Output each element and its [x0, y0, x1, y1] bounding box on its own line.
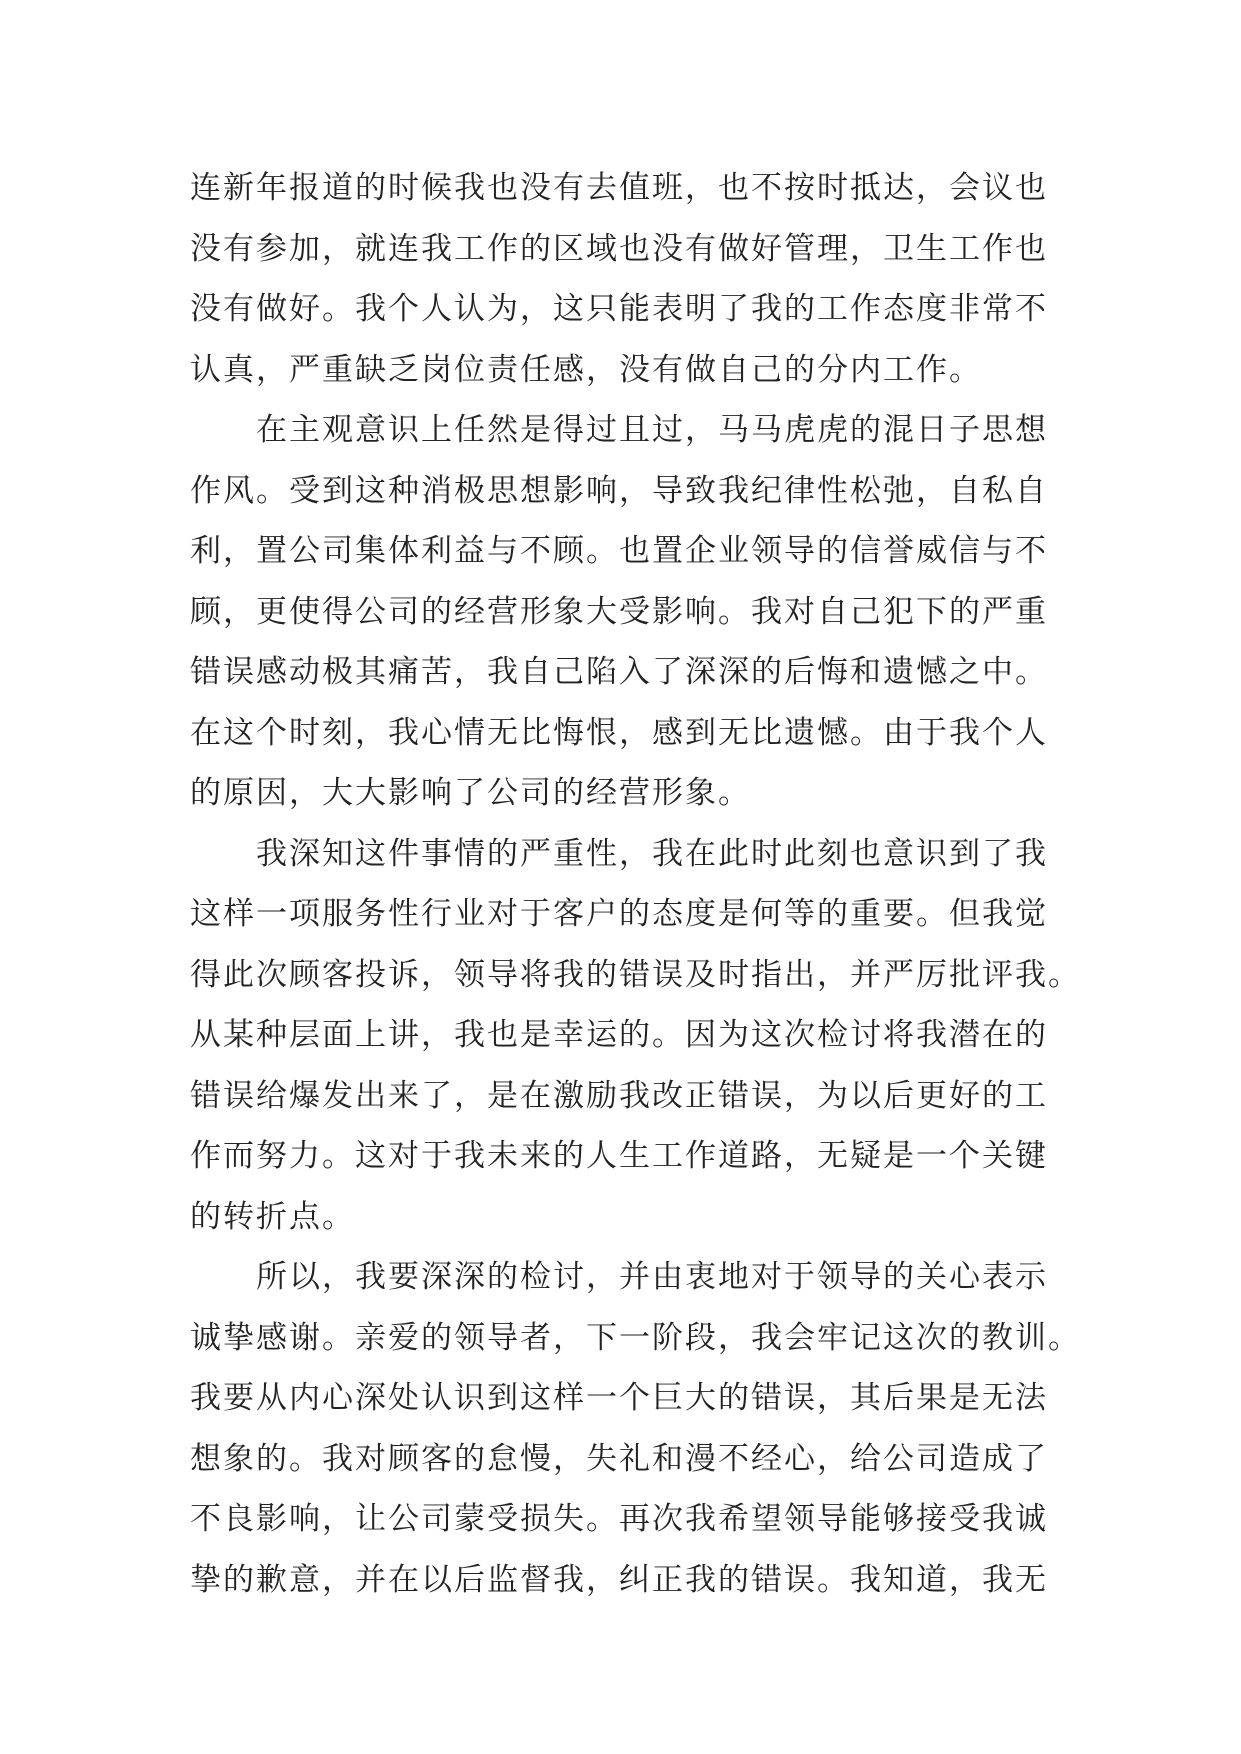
text-line: 这样一项服务性行业对于客户的态度是何等的重要。但我觉 [190, 896, 1048, 932]
text-line: 顾，更使得公司的经营形象大受影响。我对自己犯下的严重 [190, 593, 1048, 630]
text-line: 挚的歉意，并在以后监督我，纠正我的错误。我知道，我无 [190, 1561, 1048, 1598]
text-line: 连新年报道的时候我也没有去值班，也不按时抵达，会议也 [190, 170, 1048, 206]
text-line: 作风。受到这种消极思想影响，导致我纪律性松弛，自私自 [190, 472, 1048, 509]
text-line: 从某种层面上讲，我也是幸运的。因为这次检讨将我潜在的 [190, 1017, 1048, 1053]
paragraph-start-line: 所以，我要深深的检讨，并由衷地对于领导的关心表示 [256, 1259, 1048, 1295]
text-line: 想象的。我对顾客的怠慢，失礼和漫不经心，给公司造成了 [190, 1440, 1048, 1477]
text-line: 诚挚感谢。亲爱的领导者，下一阶段，我会牢记这次的教训。 [190, 1319, 1081, 1356]
text-line: 得此次顾客投诉，领导将我的错误及时指出，并严厉批评我。 [190, 956, 1081, 993]
text-line: 不良影响，让公司蒙受损失。再次我希望领导能够接受我诚 [190, 1501, 1048, 1537]
text-line: 我要从内心深处认识到这样一个巨大的错误，其后果是无法 [190, 1380, 1048, 1416]
text-line: 错误感动极其痛苦，我自己陷入了深深的后悔和遗憾之中。 [190, 654, 1048, 690]
document-body [190, 158, 1081, 1610]
text-line: 没有做好。我个人认为，这只能表明了我的工作态度非常不 [190, 291, 1048, 327]
text-line: 利，置公司集体利益与不顾。也置企业领导的信誉威信与不 [190, 533, 1048, 569]
text-line: 在这个时刻，我心情无比悔恨，感到无比遗憾。由于我个人 [190, 714, 1048, 751]
text-line: 的原因，大大影响了公司的经营形象。 [190, 775, 751, 811]
text-line: 的转折点。 [190, 1198, 355, 1235]
text-line: 没有参加，就连我工作的区域也没有做好管理，卫生工作也 [190, 230, 1048, 267]
text-line: 认真，严重缺乏岗位责任感，没有做自己的分内工作。 [190, 351, 982, 388]
text-line: 作而努力。这对于我未来的人生工作道路，无疑是一个关键 [190, 1138, 1048, 1174]
text-line: 错误给爆发出来了，是在激励我改正错误，为以后更好的工 [190, 1077, 1048, 1114]
paragraph-start-line: 在主观意识上任然是得过且过，马马虎虎的混日子思想 [256, 412, 1048, 448]
paragraph-start-line: 我深知这件事情的严重性，我在此时此刻也意识到了我 [256, 835, 1048, 872]
